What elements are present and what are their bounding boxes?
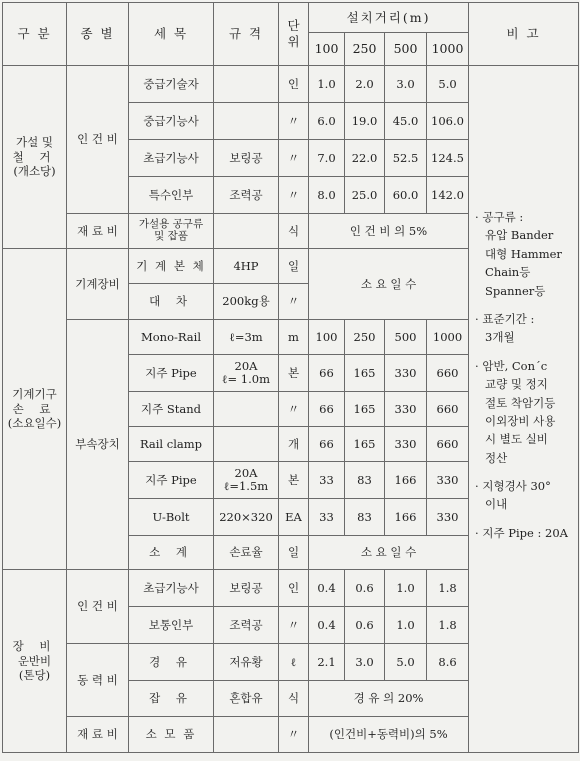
table-row: 동 력 비 경 유 저유황 ℓ 2.1 3.0 5.0 8.6 — [3, 644, 579, 681]
section-equipment-category: 기계기구 손 료 (소요일수) — [3, 249, 67, 570]
table-row: 보통인부 조력공 〃 0.4 0.6 1.0 1.8 — [3, 607, 579, 644]
type-labor-transport: 인 건 비 — [67, 570, 129, 644]
header-distance-250: 250 — [345, 33, 385, 66]
remark-rock: · 암반, Con´c 교량 및 정지 절토 착암기등 이외장비 사용 시 별도 실비 정산 — [475, 358, 556, 465]
remark-period: · 표준기간 : 3개월 — [475, 311, 535, 345]
section-transport-category: 장 비 운반비 (톤당) — [3, 570, 67, 753]
type-material-transport: 재 료 비 — [67, 717, 129, 753]
table-row: 기계기구 손 료 (소요일수) 기계장비 기 계 본 체 4HP 일 소 요 일 수 — [3, 249, 579, 284]
subtotal-value: 소 요 일 수 — [309, 536, 469, 570]
header-distance-100: 100 — [309, 33, 345, 66]
table-row: 지주 Pipe 20A ℓ= 1.0m 본 66 165 330 660 — [3, 355, 579, 392]
table-row: 잡 유 혼합유 식 경 유 의 20% — [3, 681, 579, 717]
header-spec: 규 격 — [214, 3, 279, 66]
table-row: 특수인부 조력공 〃 8.0 25.0 60.0 142.0 — [3, 177, 579, 214]
remark-pipe: · 지주 Pipe : 20A — [475, 525, 568, 540]
header-unit: 단 위 — [279, 3, 309, 66]
table-row: 재 료 비 가설용 공구류 및 잡품 식 인 건 비 의 5% — [3, 214, 579, 249]
table-row: 지주 Pipe 20A ℓ=1.5m 본 33 83 166 330 — [3, 462, 579, 499]
remarks-column — [469, 66, 579, 753]
header-distance: 설치거리(m) — [309, 3, 469, 33]
equipment-value: 소 요 일 수 — [309, 249, 469, 320]
header-type: 종 별 — [67, 3, 129, 66]
table-row: U-Bolt 220×320 EA 33 83 166 330 — [3, 499, 579, 536]
table-row: 가설 및 철 거 (개소당) 인 건 비 중급기술자 인 1.0 2.0 3.0 5.0 · 공구류 : 유압 Bander 대형 Hammer Chain등 Spanner등 · 표준기간 : 3개월 · 암반, Con´c 교량 및 정지 절토 착암기등 이외장비 사용 시 별도 실비 정산 · 지형경사 30° 이내 · 지주 Pipe : 20A — [3, 66, 579, 103]
table-row: 초급기능사 보링공 〃 7.0 22.0 52.5 124.5 — [3, 140, 579, 177]
table-row: Rail clamp 개 66 165 330 660 — [3, 427, 579, 462]
table-row: 중급기능사 〃 6.0 19.0 45.0 106.0 — [3, 103, 579, 140]
header-distance-500: 500 — [385, 33, 427, 66]
lube-value: 경 유 의 20% — [309, 681, 469, 717]
table-row: 장 비 운반비 (톤당) 인 건 비 초급기능사 보링공 인 0.4 0.6 1.0 1.8 — [3, 570, 579, 607]
section-install-category: 가설 및 철 거 (개소당) — [3, 66, 67, 249]
material-value: 인 건 비 의 5% — [309, 214, 469, 249]
table-row: 대 차 200kg용 〃 — [3, 284, 579, 320]
type-equipment: 기계장비 — [67, 249, 129, 320]
remark-slope: · 지형경사 30° 이내 — [475, 479, 551, 512]
table-row: 부속장치 Mono-Rail ℓ=3m m 100 250 500 1000 — [3, 320, 579, 355]
type-parts: 부속장치 — [67, 320, 129, 570]
type-labor: 인 건 비 — [67, 66, 129, 214]
consumables-value: (인건비+동력비)의 5% — [309, 717, 469, 753]
header-remarks: 비 고 — [469, 3, 579, 66]
cost-table-sheet — [2, 2, 578, 757]
cost-table — [2, 2, 579, 753]
table-row: 소 계 손료율 일 소 요 일 수 — [3, 536, 579, 570]
type-power: 동 력 비 — [67, 644, 129, 717]
type-material: 재 료 비 — [67, 214, 129, 249]
header-category: 구 분 — [3, 3, 67, 66]
header-distance-1000: 1000 — [427, 33, 469, 66]
table-row: 재 료 비 소 모 품 〃 (인건비+동력비)의 5% — [3, 717, 579, 753]
header-detail: 세 목 — [129, 3, 214, 66]
table-row: 지주 Stand 〃 66 165 330 660 — [3, 392, 579, 427]
remark-tools: · 공구류 : 유압 Bander 대형 Hammer Chain등 Spanner등 — [475, 210, 562, 298]
material-detail: 가설용 공구류 및 잡품 — [129, 214, 214, 249]
